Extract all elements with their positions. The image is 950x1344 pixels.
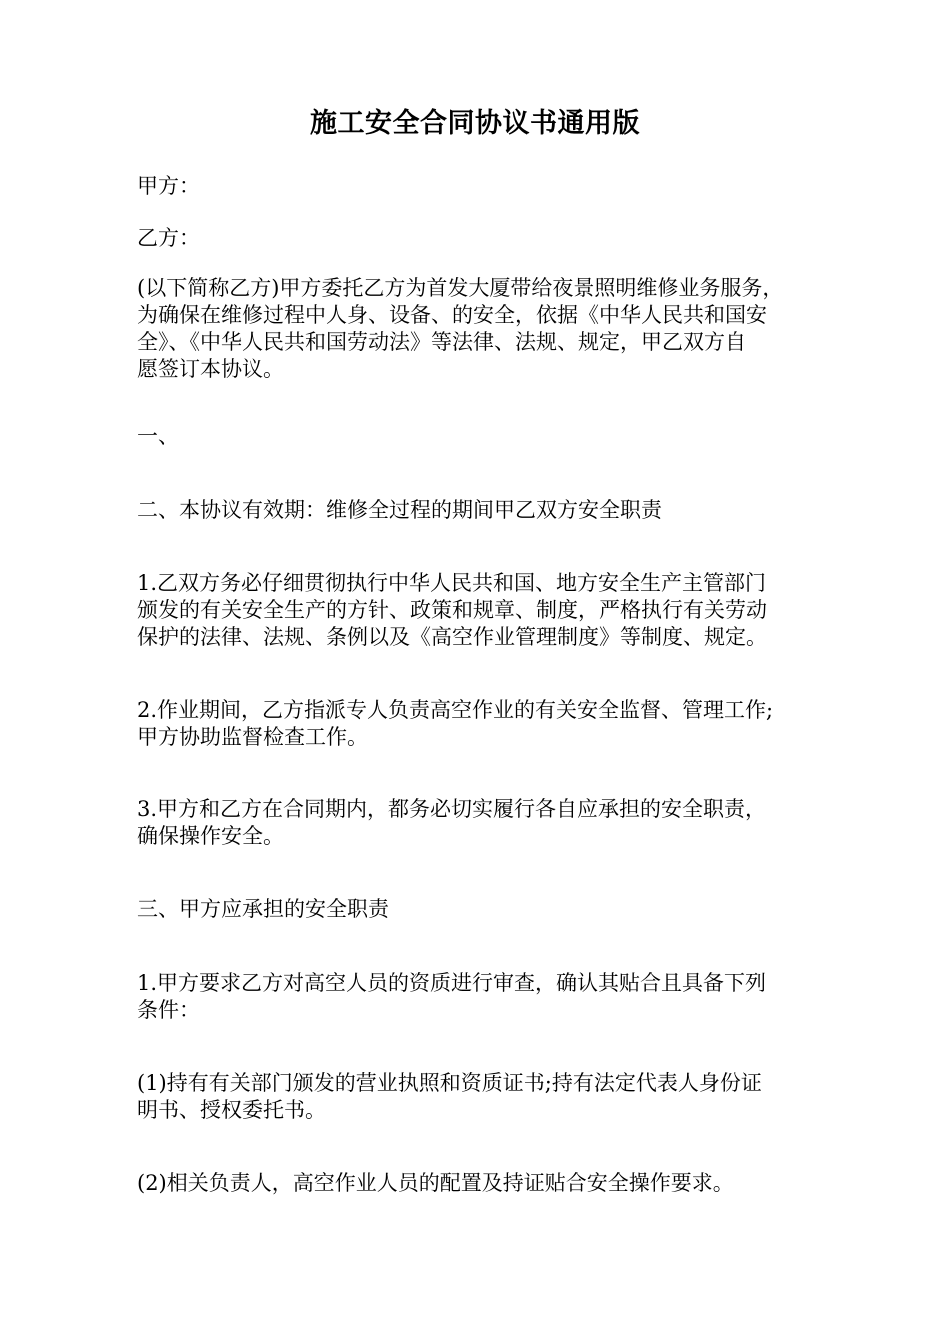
item-2-2-paragraph xyxy=(137,697,837,751)
item-3-1-1-paragraph xyxy=(137,1070,837,1124)
section-heading: 二、本协议有效期：维修全过程的期间甲乙双方安全职责 xyxy=(137,498,662,522)
section-2-heading xyxy=(137,497,837,524)
paragraph-line: 保护的法律、法规、条例以及《高空作业管理制度》等制度、规定。 xyxy=(137,625,767,649)
item-2-1-paragraph xyxy=(137,570,837,651)
paragraph-line: 3.甲方和乙方在合同期内，都务必切实履行各自应承担的安全职责， xyxy=(137,797,767,821)
paragraph-line: 为确保在维修过程中人身、设备、的安全，依据《中华人民共和国安 xyxy=(137,303,767,327)
paragraph-line: 2.作业期间，乙方指派专人负责高空作业的有关安全监督、管理工作; xyxy=(137,698,774,722)
paragraph-line: 1.甲方要求乙方对高空人员的资质进行审查，确认其贴合且具备下列 xyxy=(137,971,767,995)
party-a-line xyxy=(137,173,837,200)
paragraph-line: 条件： xyxy=(137,998,200,1022)
paragraph-line: 愿签订本协议。 xyxy=(137,357,284,381)
item-2-3-paragraph xyxy=(137,796,837,850)
section-3-heading xyxy=(137,896,837,923)
paragraph-line: 确保操作安全。 xyxy=(137,824,284,848)
intro-paragraph xyxy=(137,275,837,383)
item-3-1-2-paragraph xyxy=(137,1170,837,1197)
paragraph-line: (1)持有有关部门颁发的营业执照和资质证书;持有法定代表人身份证 xyxy=(137,1071,762,1095)
section-heading: 三、甲方应承担的安全职责 xyxy=(137,897,389,921)
section-heading: 一、 xyxy=(137,424,179,448)
document-title: 施工安全合同协议书通用版 xyxy=(310,108,640,139)
party-b-line xyxy=(137,225,837,252)
paragraph-line: (2)相关负责人，高空作业人员的配置及持证贴合安全操作要求。 xyxy=(137,1171,734,1195)
paragraph-line: 颁发的有关安全生产的方针、政策和规章、制度，严格执行有关劳动 xyxy=(137,598,767,622)
paragraph-line: (以下简称乙方)甲方委托乙方为首发大厦带给夜景照明维修业务服务， xyxy=(137,276,784,300)
paragraph-line: 1.乙双方务必仔细贯彻执行中华人民共和国、地方安全生产主管部门 xyxy=(137,571,767,595)
section-1-heading xyxy=(137,423,837,450)
paragraph-line: 明书、授权委托书。 xyxy=(137,1098,326,1122)
party-a-label: 甲方： xyxy=(137,174,200,198)
paragraph-line: 全》、《中华人民共和国劳动法》等法律、法规、规定，甲乙双方自 xyxy=(137,330,746,354)
item-3-1-paragraph xyxy=(137,970,837,1024)
paragraph-line: 甲方协助监督检查工作。 xyxy=(137,725,368,749)
party-b-label: 乙方： xyxy=(137,226,200,250)
